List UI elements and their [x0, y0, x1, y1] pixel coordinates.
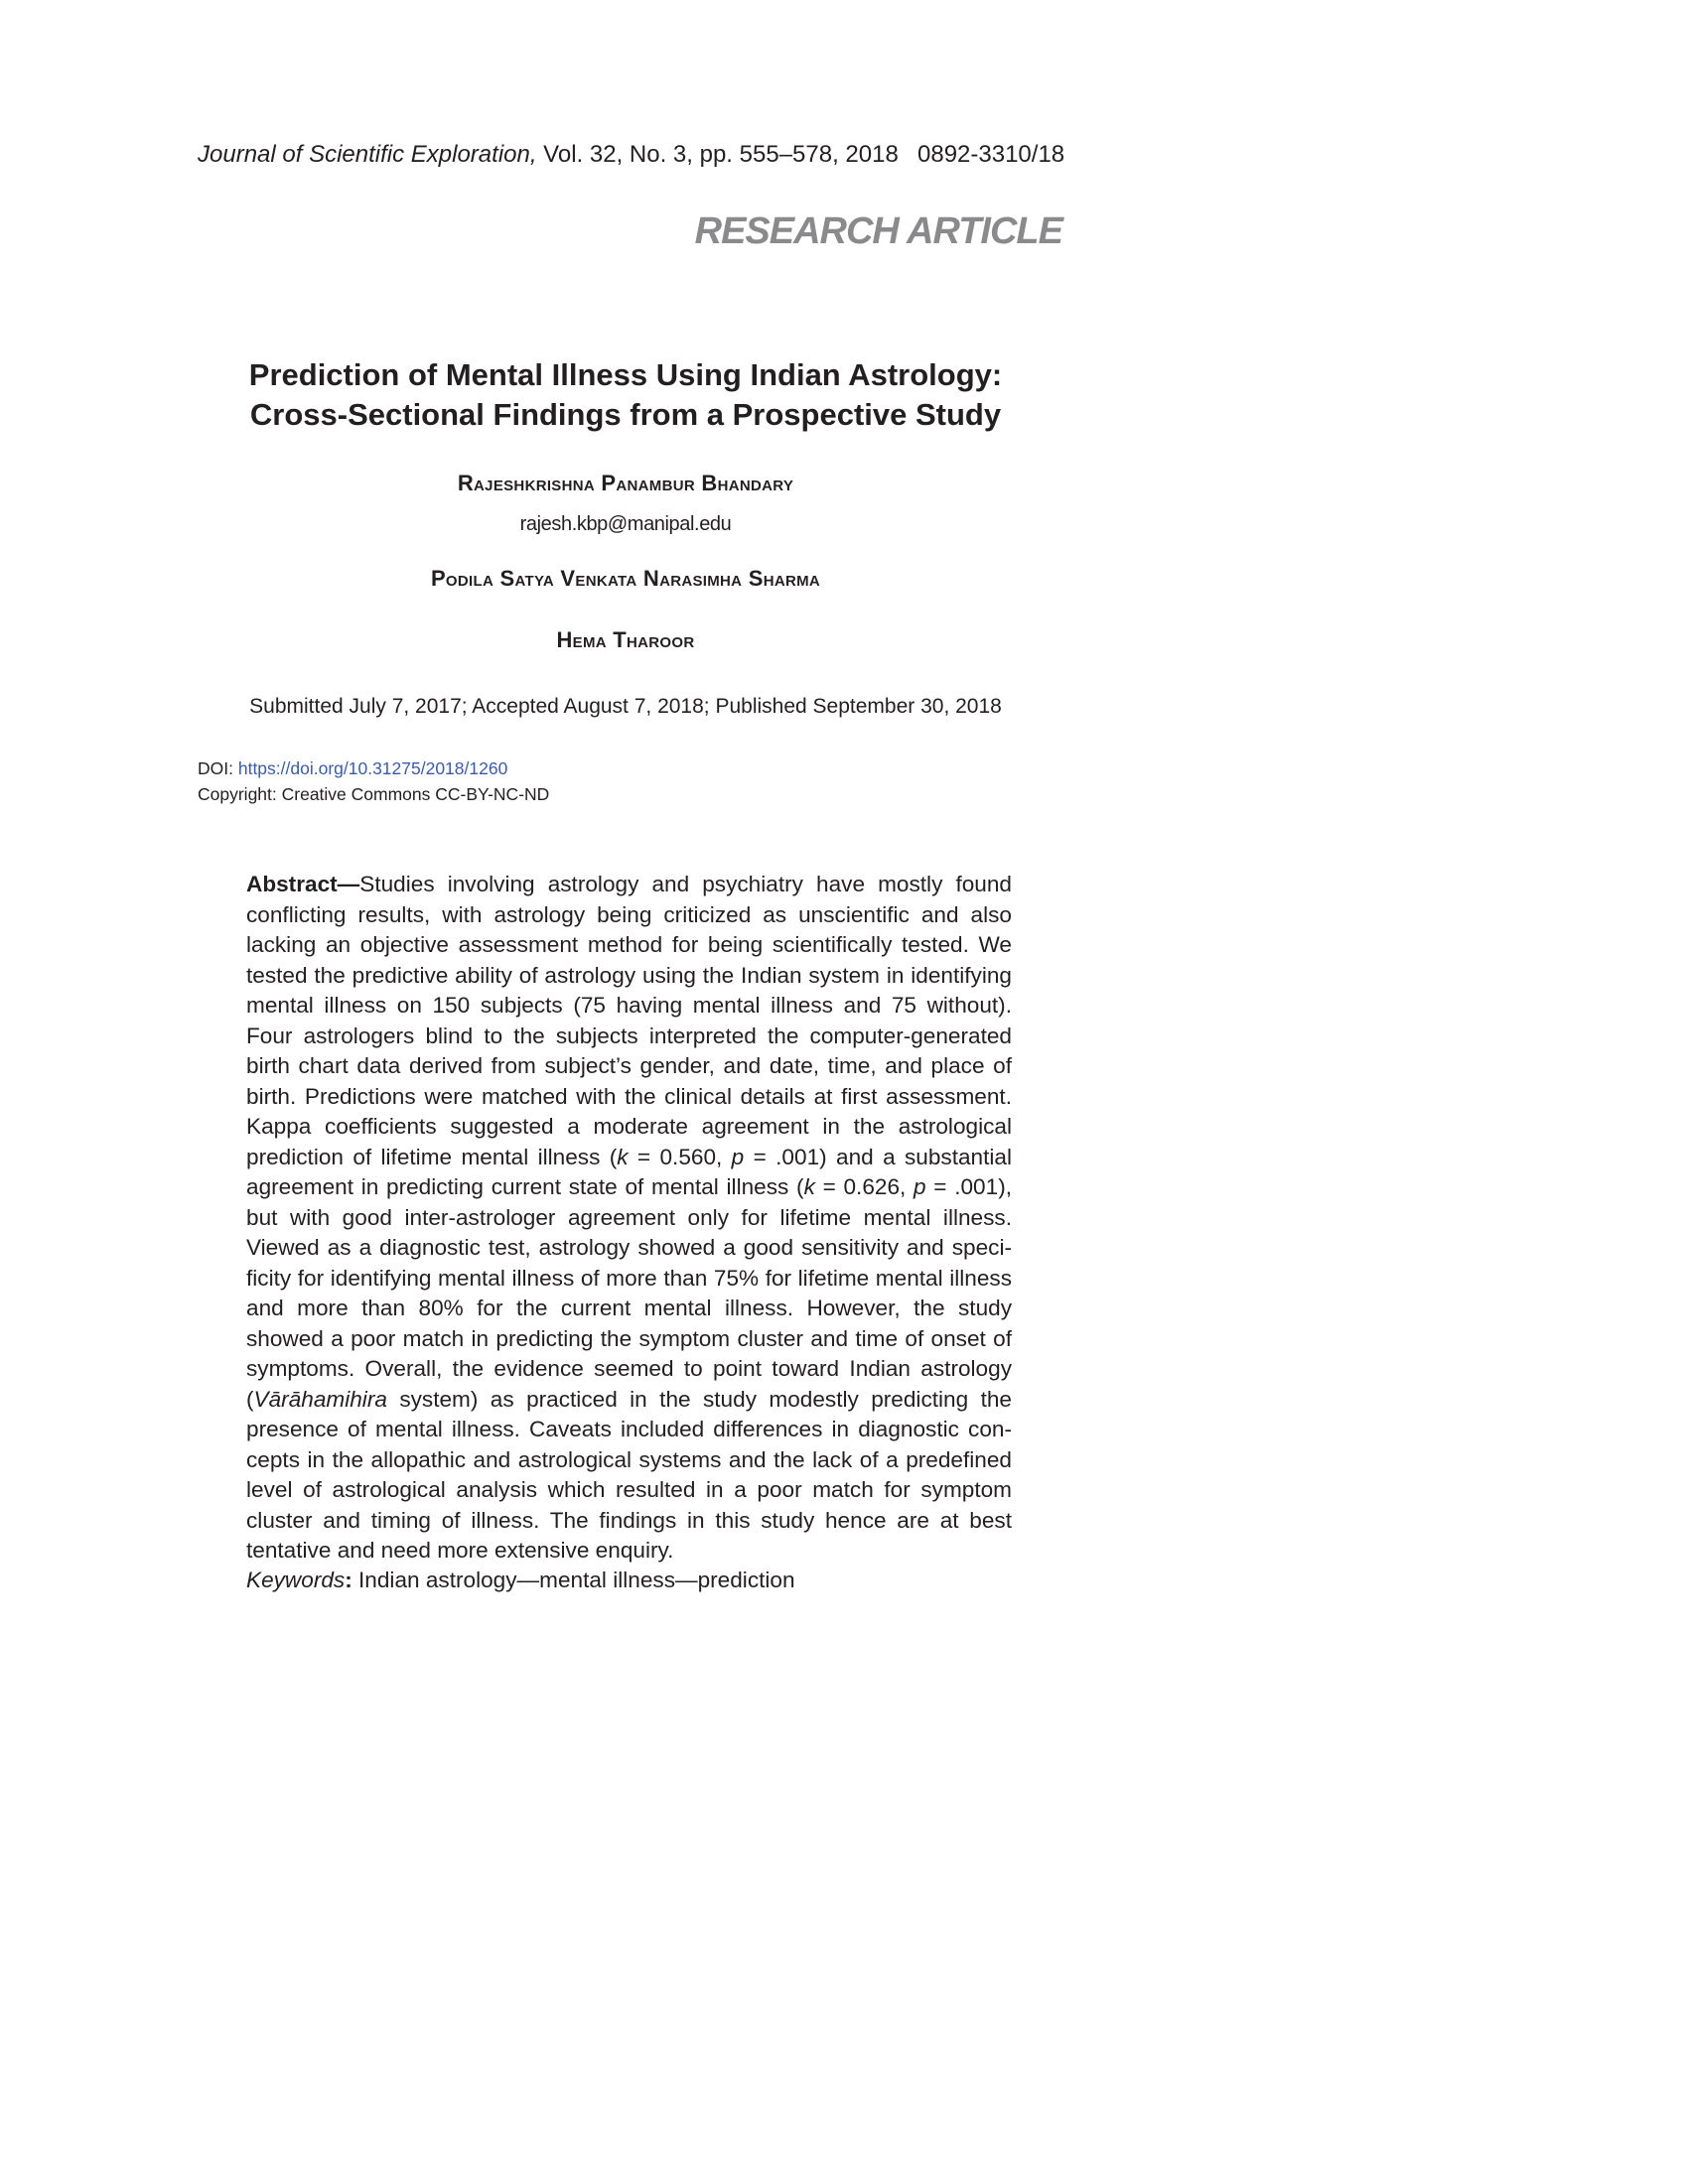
article-type-label: RESEARCH ARTICLE [694, 210, 1062, 252]
keywords-colon: : [345, 1568, 352, 1592]
author-1: Rajeshkrishna Panambur Bhandary [457, 471, 794, 495]
title-line-1: Prediction of Mental Illness Using Indian Astrology: [248, 357, 1003, 392]
keywords-value: Indian astrology—mental illness—prediction [352, 1568, 795, 1592]
paper-title [179, 355, 1072, 435]
abstract-text-3: = .001) and a substantial agreement in predicting current state of mental illness ( [246, 1144, 1013, 1199]
kappa-symbol-1: k [617, 1144, 629, 1169]
abstract-text-1: Studies involving astrology and psychiatry have mostly found conflicting results, with astrology being criticized as unscientific and also lacking an objective assessment method for being scientifically tested. We tested the predictive ability of astrology using the Indian system in identifying mental illness on 150 subjects (75 having mental illness and 75 without). Four astrologers blind to the subjects interpreted the computer-generated birth chart data derived from subject’s gender, and date, time, and place of birth. Predictions were matched with the clinical details at first assessment. Kappa coefficients suggested a moderate agreement in the astrological prediction of lifetime mental illness ( [246, 872, 1012, 1169]
doi-label: DOI: [198, 758, 238, 778]
publication-dates: Submitted July 7, 2017; Accepted August 7, 2018; Published September 30, 2018 [249, 695, 1002, 718]
abstract [246, 870, 1012, 1567]
journal-name: Journal of Scientific Exploration, [198, 141, 537, 168]
abstract-text-2: = 0.560, [628, 1144, 732, 1169]
doi-line [198, 755, 507, 781]
author-2: Podila Satya Venkata Narasimha Sharma [430, 566, 821, 591]
system-name: Vārāhamihira [253, 1386, 387, 1412]
issn: 0892-3310/18 [917, 141, 1065, 168]
keywords [246, 1566, 1012, 1596]
volume-info: Vol. 32, No. 3, pp. 555–578, 2018 [536, 141, 899, 168]
kappa-symbol-2: k [803, 1174, 815, 1199]
copyright-notice: Copyright: Creative Commons CC-BY-NC-ND [198, 784, 550, 804]
journal-citation [198, 139, 1071, 171]
p-symbol-1: p [731, 1144, 745, 1169]
abstract-text-5: = .001), but with good inter-astrologer agreement only for lifetime mental illness. Viewed as a diagnostic test, astrology showed a good sensitivity and specificity for identifying mental illness of more than 75% for lifetime mental illness and more than 80% for the current mental illness. However, the study showed a poor match in predicting the symptom cluster and time of onset of symptoms. Overall, the evidence seemed to point toward Indian astrology ( [246, 1174, 1012, 1412]
title-line-2: Cross-Sectional Findings from a Prospective Study [249, 397, 1002, 432]
abstract-label: Abstract— [246, 872, 360, 896]
keywords-label: Keywords [246, 1568, 346, 1592]
doi-link[interactable]: https://doi.org/10.31275/2018/1260 [237, 758, 508, 778]
abstract-text-6: system) as practiced in the study modestly predicting the presence of mental illness. Caveats included differences in diagnostic concepts in the allopathic and astrological systems and the lack of a predefined level of astrological analysis which resulted in a poor match for symptom cluster and timing of illness. The findings in this study hence are at best tentative and need more extensive enquiry. [246, 1386, 1012, 1563]
author-3: Hema Tharoor [556, 627, 695, 652]
abstract-text-4: = 0.626, [814, 1174, 914, 1199]
author-email[interactable]: rajesh.kbp@manipal.edu [519, 513, 732, 535]
p-symbol-2: p [914, 1174, 926, 1199]
